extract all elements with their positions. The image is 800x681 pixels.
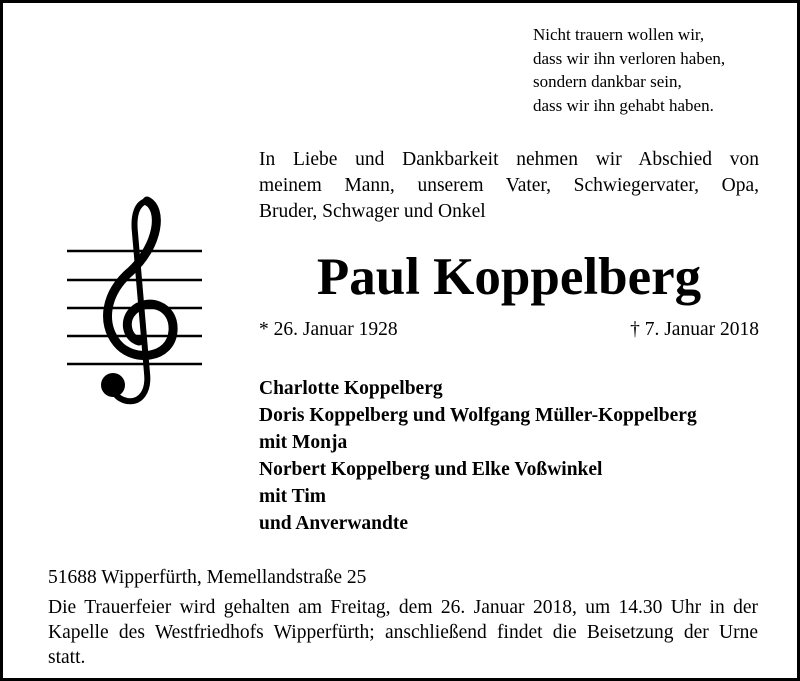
treble-clef-icon: [67, 193, 205, 413]
intro-line: In Liebe und Dankbarkeit nehmen wir Abschied von: [259, 149, 759, 170]
mourners-list: [259, 375, 779, 537]
poem-line: Nicht trauern wollen wir,: [533, 25, 705, 44]
death-date: † 7. Januar 2018: [630, 319, 759, 340]
mourner-line: und Anverwandte: [259, 513, 408, 534]
poem-line: dass wir ihn verloren haben,: [533, 48, 726, 68]
birth-date: * 26. Januar 1928: [259, 319, 398, 340]
poem-line: dass wir ihn gehabt haben.: [533, 95, 714, 115]
funeral-ceremony-info: [48, 595, 758, 670]
ceremony-line: Kapelle des Westfriedhofs Wipperfürth; anschließend findet die Beisetzung der Urne: [48, 622, 758, 643]
family-address: 51688 Wipperfürth, Memellandstraße 25: [48, 567, 367, 588]
clef-base-dot: [101, 373, 125, 397]
memorial-poem: [533, 23, 725, 117]
ceremony-line: statt.: [48, 647, 86, 668]
mourner-line: Doris Koppelberg und Wolfgang Müller-Koppelberg: [259, 405, 697, 426]
mourner-line: Norbert Koppelberg und Elke Voßwinkel: [259, 459, 603, 480]
mourner-line: mit Tim: [259, 486, 326, 507]
deceased-name: Paul Koppelberg: [316, 248, 702, 306]
farewell-intro: [259, 147, 759, 225]
intro-line: Bruder, Schwager und Onkel: [259, 201, 486, 222]
intro-line: meinem Mann, unserem Vater, Schwiegervater, Opa,: [259, 175, 759, 196]
mourner-line: Charlotte Koppelberg: [259, 378, 443, 399]
ceremony-line: Die Trauerfeier wird gehalten am Freitag, dem 26. Januar 2018, um 14.30 Uhr in der: [48, 597, 758, 618]
mourner-line: mit Monja: [259, 432, 348, 453]
poem-line: sondern dankbar sein,: [533, 72, 682, 91]
clef-stem: [113, 201, 148, 401]
